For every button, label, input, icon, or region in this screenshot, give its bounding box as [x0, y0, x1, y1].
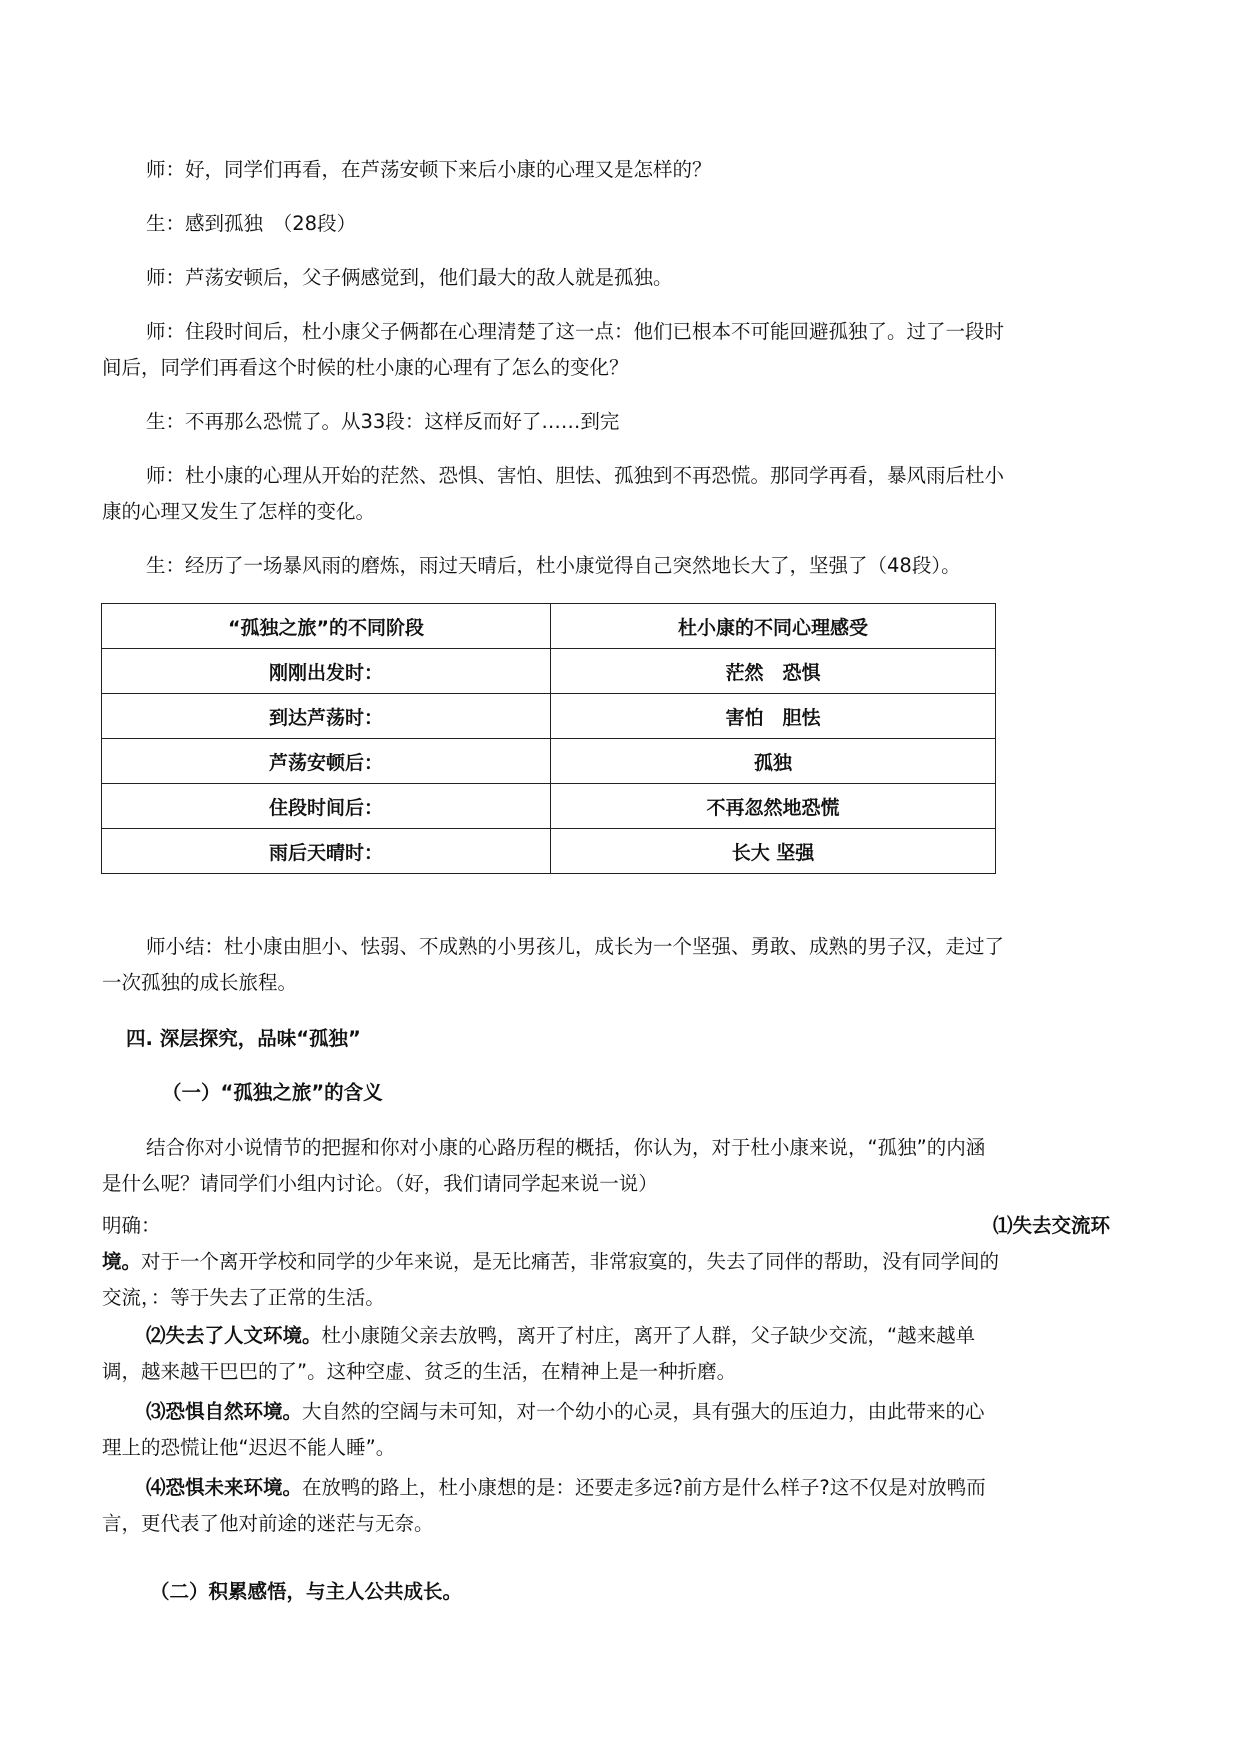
table-row	[102, 784, 996, 829]
text: 师小结：杜小康由胆小、怯弱、不成熟的小男孩儿，成长为一个坚强、勇敢、成熟的男子汉，走过了	[146, 935, 1005, 958]
table-header-cell: “孤独之旅”的不同阶段	[102, 604, 551, 649]
table-row	[102, 739, 996, 784]
paragraph-item4	[102, 1470, 1112, 1542]
text: 师：芦荡安顿后，父子俩感觉到，他们最大的敌人就是孤独。	[146, 266, 673, 289]
paragraph-student-a3	[102, 548, 1112, 584]
clarify-row	[102, 1208, 1112, 1244]
paragraph-student-a1	[102, 206, 1112, 242]
text: 生：不再那么恐慌了。从33段：这样反而好了……到完	[146, 410, 620, 433]
paragraph-discussion	[102, 1130, 1112, 1202]
text: 间后，同学们再看这个时候的杜小康的心理有了怎么的变化？	[102, 356, 629, 379]
item3-head: ⑶恐惧自然环境。	[146, 1400, 303, 1423]
text: 言，更代表了他对前途的迷茫与无奈。	[102, 1512, 434, 1535]
text: 调，越来越干巴巴的了”。这种空虚、贫乏的生活，在精神上是一种折磨。	[102, 1360, 737, 1383]
table-cell: 芦荡安顿后：	[102, 739, 551, 784]
text: 结合你对小说情节的把握和你对小康的心路历程的概括，你认为，对于杜小康来说，“孤独”的内涵	[146, 1136, 986, 1159]
item1-head: ⑴失去交流环	[992, 1214, 1110, 1237]
table-cell: 孤独	[551, 739, 996, 784]
paragraph-item2	[102, 1318, 1112, 1390]
paragraph-student-a2	[102, 404, 1112, 440]
paragraph-teacher-summary	[102, 929, 1112, 1001]
item2-head: ⑵失去了人文环境。	[146, 1324, 322, 1347]
table-cell: 害怕 胆怯	[551, 694, 996, 739]
table-cell: 雨后天晴时：	[102, 829, 551, 874]
paragraph-teacher-s1	[102, 260, 1112, 296]
text: 师：住段时间后，杜小康父子俩都在心理清楚了这一点：他们已根本不可能回避孤独了。过了一段时	[146, 320, 1005, 343]
text: （一）“孤独之旅”的含义	[162, 1081, 383, 1104]
text: 康的心理又发生了怎样的变化。	[102, 500, 376, 523]
section-heading	[126, 1021, 1136, 1057]
item4-head: ⑷恐惧未来环境。	[146, 1476, 303, 1499]
table-row	[102, 829, 996, 874]
table-cell: 茫然 恐惧	[551, 649, 996, 694]
text: 是什么呢？请同学们小组内讨论。（好，我们请同学起来说一说）	[102, 1172, 658, 1195]
table-cell: 刚刚出发时：	[102, 649, 551, 694]
subsection-heading	[150, 1574, 1160, 1610]
table-cell: 长大 坚强	[551, 829, 996, 874]
table-cell: 不再忽然地恐慌	[551, 784, 996, 829]
item1-head-cont: 境。	[102, 1250, 142, 1273]
paragraph-teacher-q2	[102, 314, 1112, 386]
paragraph-teacher-q3	[102, 458, 1112, 530]
paragraph-teacher-q1	[102, 152, 1112, 188]
text: 对于一个离开学校和同学的少年来说，是无比痛苦，非常寂寞的，失去了同伴的帮助，没有同学间的	[141, 1250, 1000, 1273]
text: 生：感到孤独 （28段）	[146, 212, 357, 235]
stages-table	[101, 603, 996, 874]
text: 一次孤独的成长旅程。	[102, 971, 298, 994]
subsection-heading	[162, 1075, 1172, 1111]
text: 生：经历了一场暴风雨的磨炼，雨过天晴后，杜小康觉得自己突然地长大了，坚强了（48段）。	[146, 554, 961, 577]
table-row	[102, 694, 996, 739]
text: 大自然的空阔与未可知，对一个幼小的心灵，具有强大的压迫力，由此带来的心	[302, 1400, 985, 1423]
text: 师：杜小康的心理从开始的茫然、恐惧、害怕、胆怯、孤独到不再恐慌。那同学再看，暴风雨后杜小	[146, 464, 1005, 487]
clarify-label: 明确：	[102, 1214, 161, 1237]
paragraph-item3	[102, 1394, 1112, 1466]
table-header-row	[102, 604, 996, 649]
text: 师：好，同学们再看，在芦荡安顿下来后小康的心理又是怎样的？	[146, 158, 712, 181]
table-header-cell: 杜小康的不同心理感受	[551, 604, 996, 649]
paragraph-item1	[102, 1244, 1112, 1316]
text: 在放鸭的路上，杜小康想的是：还要走多远?前方是什么样子?这不仅是对放鸭而	[302, 1476, 986, 1499]
text: 四. 深层探究，品味“孤独”	[126, 1027, 361, 1050]
table-cell: 到达芦荡时：	[102, 694, 551, 739]
table-row	[102, 649, 996, 694]
text: 交流，：等于失去了正常的生活。	[102, 1286, 385, 1309]
text: 理上的恐慌让他“迟迟不能人睡”。	[102, 1436, 396, 1459]
table-cell: 住段时间后：	[102, 784, 551, 829]
text: （二）积累感悟，与主人公共成长。	[150, 1580, 463, 1603]
text: 杜小康随父亲去放鸭，离开了村庄，离开了人群，父子缺少交流，“越来越单	[321, 1324, 976, 1347]
